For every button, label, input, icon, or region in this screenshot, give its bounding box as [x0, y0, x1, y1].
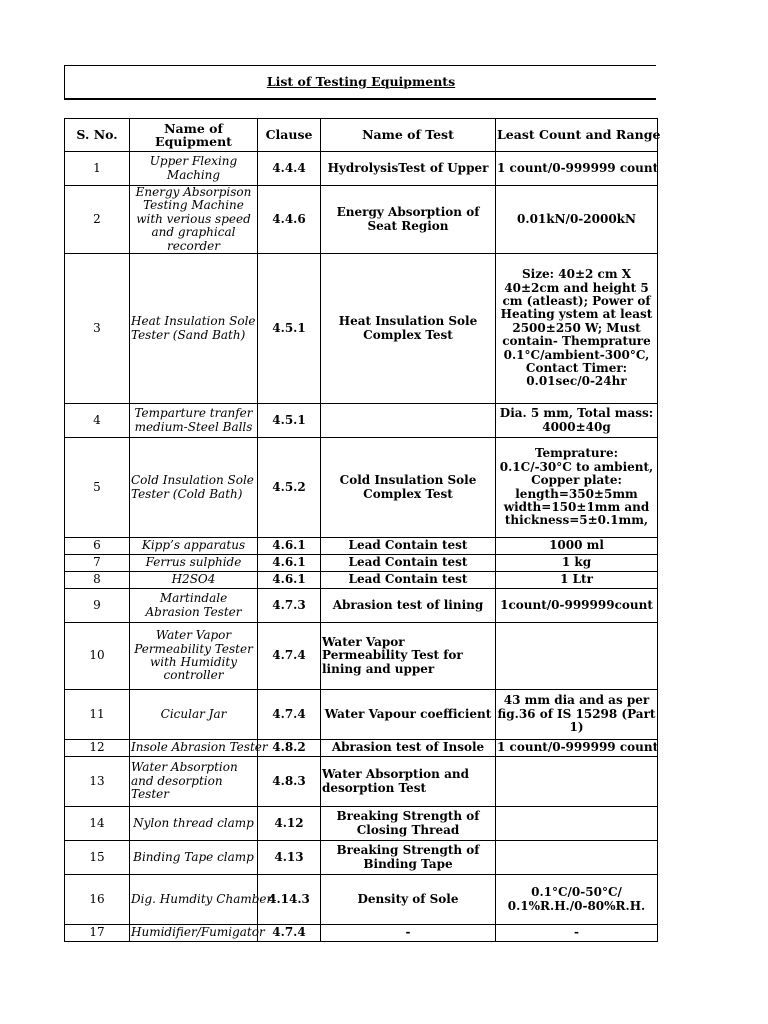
- cell-equipment: Ferrus sulphide: [130, 555, 258, 572]
- cell-range: [496, 757, 658, 807]
- cell-equipment: Energy Absorpison Testing Machine with verious speed and graphical recorder: [130, 186, 258, 254]
- cell-clause: 4.6.1: [258, 555, 321, 572]
- cell-clause: 4.7.4: [258, 623, 321, 690]
- cell-test: Breaking Strength of Closing Thread: [321, 807, 496, 841]
- cell-sno: 17: [65, 925, 130, 942]
- cell-test: Heat Insulation Sole Complex Test: [321, 254, 496, 404]
- cell-test: Abrasion test of lining: [321, 589, 496, 623]
- cell-test: -: [321, 925, 496, 942]
- cell-clause: 4.7.4: [258, 690, 321, 740]
- header-sno: S. No.: [65, 119, 130, 152]
- cell-test: Lead Contain test: [321, 572, 496, 589]
- header-test: Name of Test: [321, 119, 496, 152]
- cell-range: 0.1°C/0-50°C/ 0.1%R.H./0-80%R.H.: [496, 875, 658, 925]
- cell-sno: 3: [65, 254, 130, 404]
- cell-equipment: Temparture tranfer medium-Steel Balls: [130, 404, 258, 438]
- table-row: [65, 589, 658, 623]
- cell-clause: 4.5.1: [258, 404, 321, 438]
- cell-clause: 4.4.4: [258, 152, 321, 186]
- cell-range: [496, 807, 658, 841]
- cell-range: [496, 623, 658, 690]
- cell-test: Water Vapor Permeability Test for lining and upper: [321, 623, 496, 690]
- cell-sno: 2: [65, 186, 130, 254]
- cell-test: Lead Contain test: [321, 555, 496, 572]
- header-range: Least Count and Range: [496, 119, 658, 152]
- cell-range: 1 kg: [496, 555, 658, 572]
- header-clause: Clause: [258, 119, 321, 152]
- cell-range: 0.01kN/0-2000kN: [496, 186, 658, 254]
- table-row: [65, 186, 658, 254]
- cell-range: -: [496, 925, 658, 942]
- cell-test: Density of Sole: [321, 875, 496, 925]
- cell-equipment: Martindale Abrasion Tester: [130, 589, 258, 623]
- table-row: [65, 438, 658, 538]
- cell-equipment: Insole Abrasion Tester: [130, 740, 258, 757]
- table-row: [65, 875, 658, 925]
- cell-range: 1 count/0-999999 count: [496, 152, 658, 186]
- cell-sno: 1: [65, 152, 130, 186]
- cell-clause: 4.5.1: [258, 254, 321, 404]
- cell-range: Temprature: 0.1C/-30°C to ambient, Copper plate: length=350±5mm width=150±1mm and thickness=5±0.1mm,: [496, 438, 658, 538]
- table-row: [65, 623, 658, 690]
- table-row: [65, 690, 658, 740]
- cell-equipment: Nylon thread clamp: [130, 807, 258, 841]
- table-row: [65, 572, 658, 589]
- cell-range: 43 mm dia and as per fig.36 of IS 15298 (Part 1): [496, 690, 658, 740]
- table-row: [65, 925, 658, 942]
- cell-range: Size: 40±2 cm X 40±2cm and height 5 cm (atleast); Power of Heating ystem at least 2500±250 W; Must contain- Thempraturе 0.1°C/ambient-300°C, Contact Timer: 0.01sec/0-24hr: [496, 254, 658, 404]
- table-row: [65, 555, 658, 572]
- cell-clause: 4.6.1: [258, 538, 321, 555]
- cell-clause: 4.7.3: [258, 589, 321, 623]
- cell-clause: 4.6.1: [258, 572, 321, 589]
- cell-equipment: Water Absorption and desorption Tester: [130, 757, 258, 807]
- table-row: [65, 757, 658, 807]
- cell-sno: 10: [65, 623, 130, 690]
- equipment-table: [64, 118, 661, 942]
- cell-test: Abrasion test of Insole: [321, 740, 496, 757]
- cell-sno: 7: [65, 555, 130, 572]
- cell-equipment: H2SO4: [130, 572, 258, 589]
- cell-range: 1 Ltr: [496, 572, 658, 589]
- cell-range: Dia. 5 mm, Total mass: 4000±40g: [496, 404, 658, 438]
- cell-equipment: Binding Tape clamp: [130, 841, 258, 875]
- cell-sno: 12: [65, 740, 130, 757]
- cell-clause: 4.5.2: [258, 438, 321, 538]
- cell-test: Water Vapour coefficient: [321, 690, 496, 740]
- cell-clause: 4.12: [258, 807, 321, 841]
- cell-sno: 16: [65, 875, 130, 925]
- cell-equipment: Cold Insulation Sole Tester (Cold Bath): [130, 438, 258, 538]
- cell-sno: 4: [65, 404, 130, 438]
- cell-equipment: Cicular Jar: [130, 690, 258, 740]
- cell-clause: 4.8.3: [258, 757, 321, 807]
- cell-clause: 4.14.3: [258, 875, 321, 925]
- cell-sno: 14: [65, 807, 130, 841]
- cell-equipment: Kipp’s apparatus: [130, 538, 258, 555]
- cell-range: 1000 ml: [496, 538, 658, 555]
- cell-clause: 4.8.2: [258, 740, 321, 757]
- cell-range: 1 count/0-999999 count: [496, 740, 658, 757]
- cell-sno: 13: [65, 757, 130, 807]
- cell-test: [321, 404, 496, 438]
- cell-equipment: Dig. Humdity Chamber: [130, 875, 258, 925]
- table-row: [65, 740, 658, 757]
- table-row: [65, 538, 658, 555]
- table-row: [65, 152, 658, 186]
- cell-range: [496, 841, 658, 875]
- cell-test: Cold Insulation Sole Complex Test: [321, 438, 496, 538]
- sheet-title: List of Testing Equipments: [266, 74, 456, 89]
- cell-range: 1count/0-999999count: [496, 589, 658, 623]
- cell-sno: 9: [65, 589, 130, 623]
- cell-test: Breaking Strength of Binding Tape: [321, 841, 496, 875]
- table-row: [65, 807, 658, 841]
- cell-clause: 4.7.4: [258, 925, 321, 942]
- cell-equipment: Heat Insulation Sole Tester (Sand Bath): [130, 254, 258, 404]
- cell-equipment: Upper Flexing Maching: [130, 152, 258, 186]
- table-row: [65, 254, 658, 404]
- cell-test: Energy Absorption of Seat Region: [321, 186, 496, 254]
- cell-sno: 5: [65, 438, 130, 538]
- cell-equipment: Water Vapor Permeability Tester with Humidity controller: [130, 623, 258, 690]
- table-header-row: [65, 119, 658, 152]
- cell-sno: 8: [65, 572, 130, 589]
- cell-test: HydrolysisTest of Upper: [321, 152, 496, 186]
- cell-sno: 15: [65, 841, 130, 875]
- cell-clause: 4.13: [258, 841, 321, 875]
- cell-clause: 4.4.6: [258, 186, 321, 254]
- title-box: [64, 65, 656, 100]
- cell-equipment: Humidifier/Fumigator: [130, 925, 258, 942]
- cell-sno: 6: [65, 538, 130, 555]
- cell-test: Lead Contain test: [321, 538, 496, 555]
- cell-sno: 11: [65, 690, 130, 740]
- table-row: [65, 404, 658, 438]
- table-row: [65, 841, 658, 875]
- header-equipment: Name of Equipment: [130, 119, 258, 152]
- cell-test: Water Absorption and desorption Test: [321, 757, 496, 807]
